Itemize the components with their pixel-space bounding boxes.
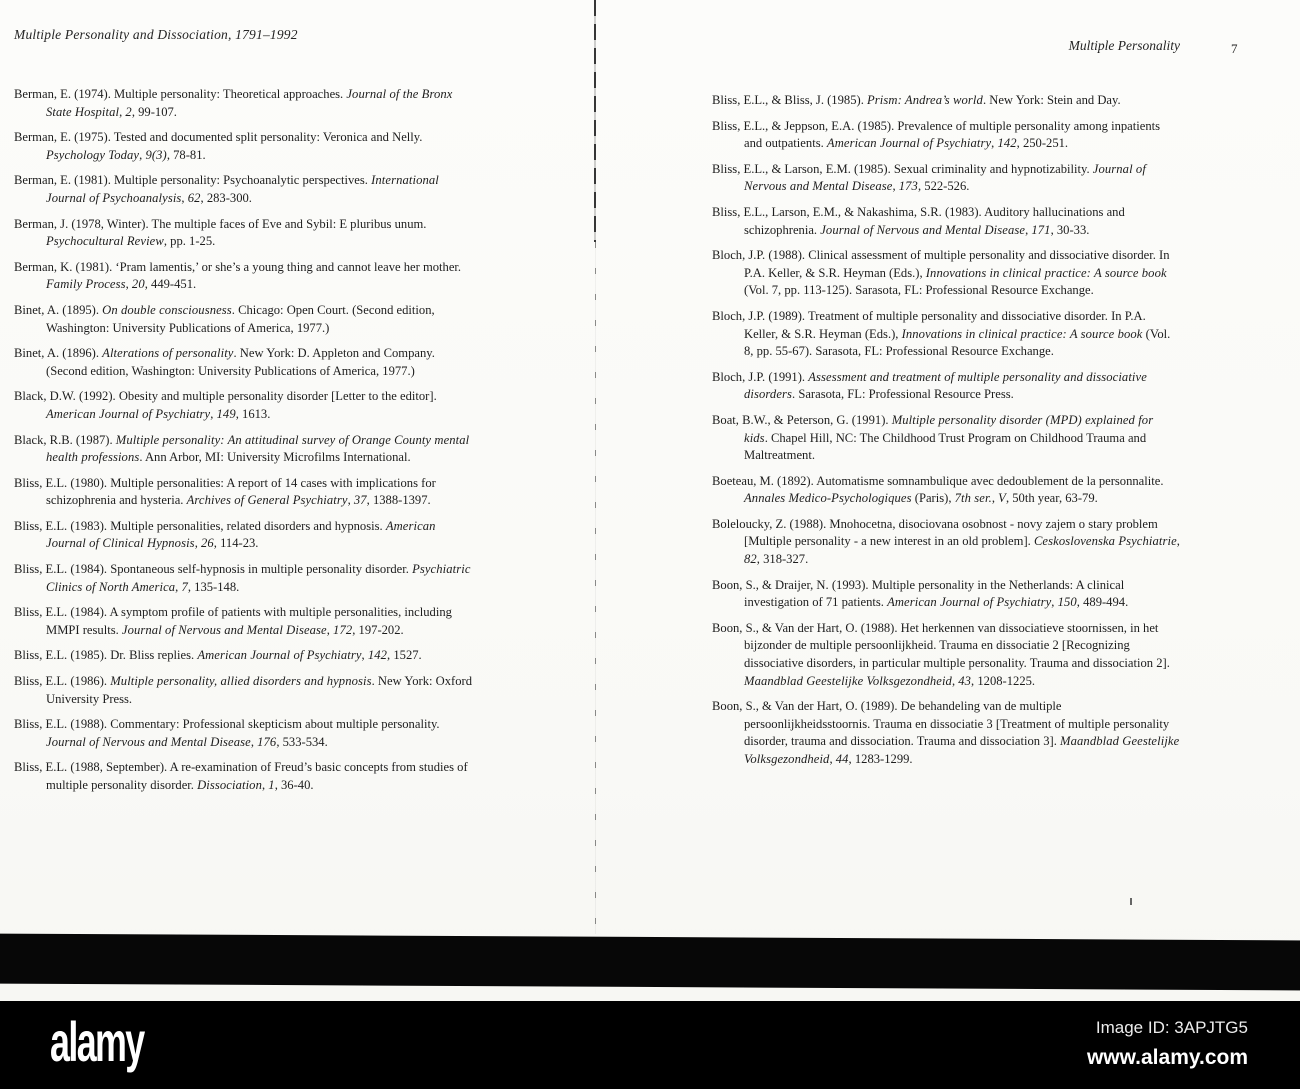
reference-entry: Black, D.W. (1992). Obesity and multiple personality disorder [Letter to the editor]. American Journal of Psychiatry, 149, 1613. <box>14 389 437 421</box>
reference-entry: Berman, E. (1974). Multiple personality: Theoretical approaches. Journal of the Bronx State Hospital, 2, 99-107. <box>14 87 453 119</box>
reference-entry: Binet, A. (1895). On double consciousness. Chicago: Open Court. (Second edition, Washington: University Publications of America, 1977.) <box>14 302 435 335</box>
scan-speck <box>1130 898 1132 905</box>
reference-entry: Bloch, J.P. (1989). Treatment of multiple personality and dissociative disorder. In P.A. Keller, & S.R. Heyman (Eds.), Innovations in clinical practice: A source book (Vol. 8, pp. 55-67). Sarasota, FL: Professional Resource Exchange. <box>712 308 1171 359</box>
reference-entry: Bliss, E.L. (1984). Spontaneous self-hypnosis in multiple personality disorder. Psychiatric Clinics of North America, 7, 135-148. <box>14 562 471 594</box>
right-page-running-header: Multiple Personality <box>1068 38 1180 53</box>
reference-entry: Boat, B.W., & Peterson, G. (1991). Multiple personality disorder (MPD) explained for kids. Chapel Hill, NC: The Childhood Trust Program on Childhood Trauma and Maltreatment. <box>712 412 1154 463</box>
reference-entry: Bloch, J.P. (1988). Clinical assessment of multiple personality and dissociative disorder. In P.A. Keller, & S.R. Heyman (Eds.), Innovations in clinical practice: A source book (Vol. 7, pp. 113-125). Sarasota, FL: Professional Resource Exchange. <box>712 248 1170 298</box>
reference-entry: Bliss, E.L. (1984). A symptom profile of patients with multiple personalities, including MMPI results. Journal of Nervous and Mental Disease, 172, 197-202. <box>14 605 452 637</box>
reference-entry: Berman, K. (1981). ‘Pram lamentis,’ or she’s a young thing and cannot leave her mother. Family Process, 20, 449-451. <box>14 259 462 292</box>
left-page-running-header: Multiple Personality and Dissociation, 1791–1992 <box>14 27 298 42</box>
reference-entry: Berman, E. (1981). Multiple personality: Psychoanalytic perspectives. International Journal of Psychoanalysis, 62, 283-300. <box>14 173 439 205</box>
scan-artifact-bar <box>0 934 1300 991</box>
reference-entry: Bliss, E.L., Larson, E.M., & Nakashima, S.R. (1983). Auditory hallucinations and schizophrenia. Journal of Nervous and Mental Disease, 171, 30-33. <box>712 204 1125 237</box>
reference-entry: Bliss, E.L. (1988). Commentary: Professional skepticism about multiple personality. Journal of Nervous and Mental Disease, 176, 533-534. <box>14 717 440 749</box>
reference-entry: Bliss, E.L. (1983). Multiple personalities, related disorders and hypnosis. American Journal of Clinical Hypnosis, 26, 114-23. <box>14 518 436 551</box>
reference-entry: Binet, A. (1896). Alterations of personality. New York: D. Appleton and Company. (Second edition, Washington: University Publications of America, 1977.) <box>14 346 435 378</box>
alamy-logo: alamy <box>50 1010 144 1073</box>
reference-entry: Bliss, E.L. (1980). Multiple personalities: A report of 14 cases with implications for schizophrenia and hysteria. Archives of General Psychiatry, 37, 1388-1397. <box>14 475 436 508</box>
reference-entry: Berman, J. (1978, Winter). The multiple faces of Eve and Sybil: E pluribus unum. Psychocultural Review, pp. 1-25. <box>14 216 427 249</box>
image-id-text: Image ID: 3APJTG5 <box>1095 1018 1248 1037</box>
reference-entry: Boleloucky, Z. (1988). Mnohocetna, disociovana osobnost - novy zajem o stary problem [Multiple personality - a new interest in an old problem]. Ceskoslovenska Psychiatrie, 82, 318-327. <box>712 516 1180 567</box>
reference-entry: Black, R.B. (1987). Multiple personality: An attitudinal survey of Orange County mental health professions. Ann Arbor, MI: University Microfilms International. <box>14 432 470 465</box>
book-gutter-line-faint <box>595 242 597 934</box>
reference-entry: Bliss, E.L. (1985). Dr. Bliss replies. American Journal of Psychiatry, 142, 1527. <box>14 648 422 663</box>
reference-entry: Bloch, J.P. (1991). Assessment and treatment of multiple personality and dissociative disorders. Sarasota, FL: Professional Resource Press. <box>712 369 1147 402</box>
book-gutter-line <box>594 0 596 242</box>
reference-entry: Boon, S., & Draijer, N. (1993). Multiple personality in the Netherlands: A clinical investigation of 71 patients. American Journal of Psychiatry, 150, 489-494. <box>712 577 1129 610</box>
references-column-left <box>14 86 474 803</box>
alamy-watermark-bar <box>0 1001 1300 1089</box>
watermark-meta <box>1087 1018 1248 1070</box>
reference-entry: Boon, S., & Van der Hart, O. (1988). Het herkennen van dissociatieve stoornissen, in het bijzonder de multiple persoonlijkheid. Trauma en dissociatie 2 [Recognizing dissociative disorders, in particular multiple personality. Trauma and dissociation 2]. Maandblad Geestelijke Volksgezondheid, 43, 1208-1225. <box>712 620 1170 688</box>
reference-entry: Boeteau, M. (1892). Automatisme somnambulique avec dedoublement de la personnalite. Annales Medico-Psychologiques (Paris), 7th ser., V, 50th year, 63-79. <box>712 473 1164 506</box>
reference-entry: Bliss, E.L. (1986). Multiple personality, allied disorders and hypnosis. New York: Oxford University Press. <box>14 674 473 706</box>
reference-entry: Bliss, E.L., & Bliss, J. (1985). Prism: Andrea’s world. New York: Stein and Day. <box>712 93 1121 107</box>
page-number: 7 <box>1231 41 1238 56</box>
reference-entry: Boon, S., & Van der Hart, O. (1989). De behandeling van de multiple persoonlijkheidsstoornis. Trauma en dissociatie 3 [Treatment of multiple personality disorder, trauma and dissociation. Trauma and dissociation 3]. Maandblad Geestelijke Volksgezondheid, 44, 1283-1299. <box>712 699 1180 766</box>
reference-entry: Berman, E. (1975). Tested and documented split personality: Veronica and Nelly. Psychology Today, 9(3), 78-81. <box>14 130 423 162</box>
reference-entry: Bliss, E.L., & Jeppson, E.A. (1985). Prevalence of multiple personality among inpatients and outpatients. American Journal of Psychiatry, 142, 250-251. <box>712 118 1161 151</box>
reference-entry: Bliss, E.L. (1988, September). A re-examination of Freud’s basic concepts from studies of multiple personality disorder. Dissociation, 1, 36-40. <box>14 760 468 792</box>
alamy-url-text: www.alamy.com <box>1086 1046 1248 1069</box>
references-column-right <box>712 92 1180 777</box>
reference-entry: Bliss, E.L., & Larson, E.M. (1985). Sexual criminality and hypnotizability. Journal of Nervous and Mental Disease, 173, 522-526. <box>712 161 1146 194</box>
